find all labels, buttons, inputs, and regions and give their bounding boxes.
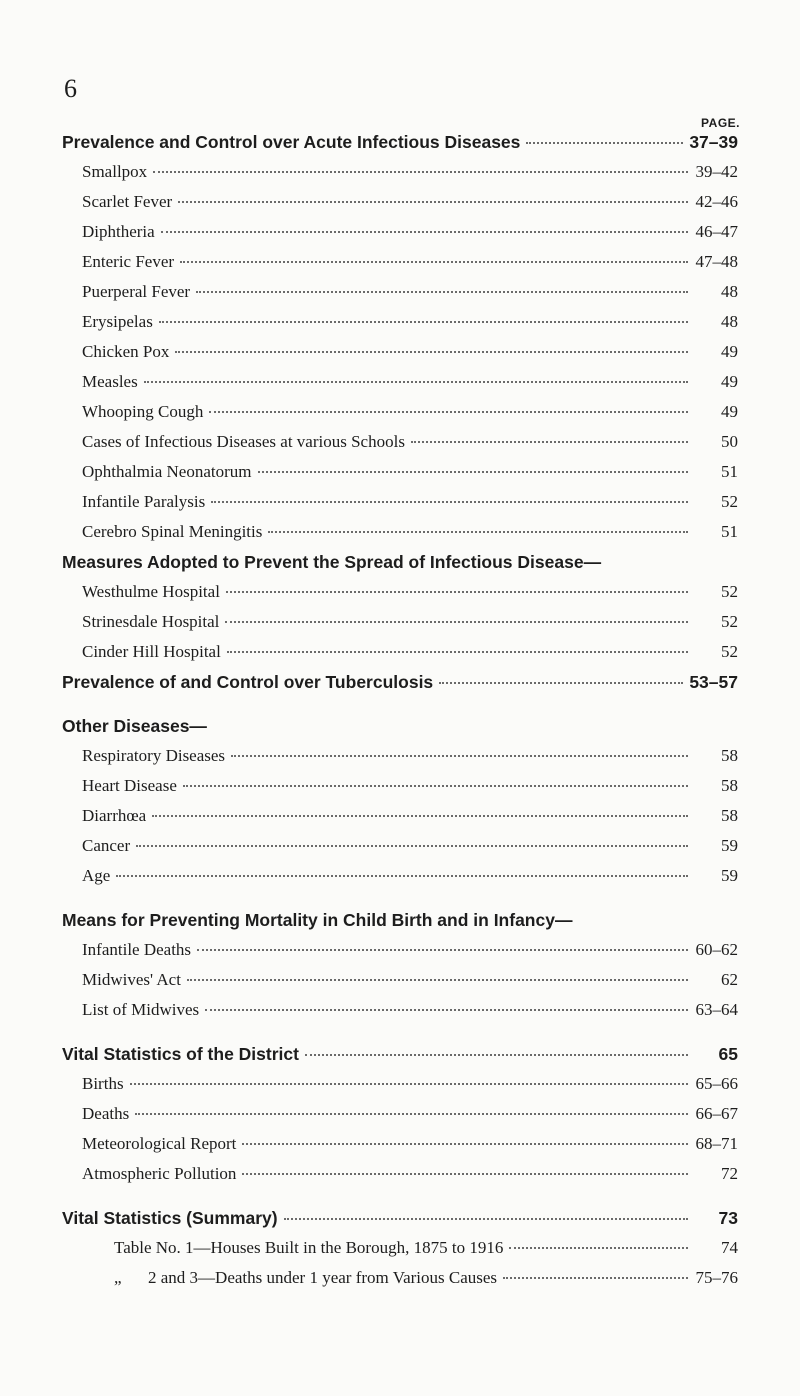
toc-entry-label: Prevalence and Control over Acute Infectious Diseases [62, 132, 521, 152]
toc-entry [62, 582, 738, 612]
dot-leader [411, 441, 688, 443]
toc-entry-page: 46–47 [695, 222, 738, 241]
toc-entry-label: Vital Statistics of the District [62, 1044, 299, 1064]
toc-entry [62, 312, 738, 342]
toc-section-heading [62, 1044, 738, 1074]
toc-entry-page: 52 [721, 492, 738, 511]
toc-entry [62, 192, 738, 222]
toc-entry [62, 1000, 738, 1030]
toc-entry-page: 65 [718, 1044, 738, 1064]
toc-entry-label: Means for Preventing Mortality in Child Birth and in Infancy— [62, 910, 573, 930]
dot-leader [227, 651, 688, 653]
toc-entry-page: 62 [721, 970, 738, 989]
dot-leader [268, 531, 688, 533]
toc-entry [62, 866, 738, 896]
toc-entry-label: Westhulme Hospital [82, 582, 220, 601]
dot-leader [209, 411, 688, 413]
toc-entry-page: 58 [721, 746, 738, 765]
toc-entry-page: 68–71 [695, 1134, 738, 1153]
toc-entry [62, 836, 738, 866]
toc-entry-page: 48 [721, 282, 738, 301]
dot-leader [135, 1113, 688, 1115]
toc-entry [62, 776, 738, 806]
dot-leader [211, 501, 688, 503]
toc-entry [62, 940, 738, 970]
dot-leader [197, 949, 688, 951]
dot-leader [503, 1277, 688, 1279]
toc-entry-label: Atmospheric Pollution [82, 1164, 237, 1183]
toc-entry-page: 51 [721, 462, 738, 481]
toc-entry-label: Puerperal Fever [82, 282, 191, 301]
toc-entry-label: Cinder Hill Hospital [82, 642, 221, 661]
dot-leader [153, 171, 688, 173]
toc-entry-label: Cerebro Spinal Meningitis [82, 522, 263, 541]
dot-leader [161, 231, 688, 233]
toc-entry-label: Ophthalmia Neonatorum [82, 462, 252, 481]
toc-entry [62, 1134, 738, 1164]
toc-entry-page: 52 [721, 612, 738, 631]
dot-leader [305, 1054, 688, 1056]
toc-entry [62, 282, 738, 312]
toc-entry-label: Respiratory Diseases [82, 746, 226, 765]
toc-entry-page: 63–64 [695, 1000, 738, 1019]
toc-entry [62, 642, 738, 672]
table-of-contents [62, 132, 738, 1298]
toc-section-heading [62, 1208, 738, 1238]
toc-entry-page: 52 [721, 642, 738, 661]
ditto-mark: „ [114, 1268, 122, 1287]
toc-entry-label: Births [82, 1074, 124, 1093]
toc-entry-label: Cancer [82, 836, 131, 855]
page-column-header: PAGE. [701, 116, 740, 130]
toc-entry-page: 49 [721, 342, 738, 361]
toc-entry-label: Diarrhœa [82, 806, 147, 825]
toc-section-heading [62, 672, 738, 702]
dot-leader [187, 979, 688, 981]
toc-entry-label: Smallpox [82, 162, 148, 181]
toc-entry [62, 522, 738, 552]
dot-leader [231, 755, 688, 757]
toc-entry-page: 60–62 [695, 940, 738, 959]
dot-leader [136, 845, 688, 847]
dot-leader [196, 291, 688, 293]
toc-entry-page: 72 [721, 1164, 738, 1183]
dot-leader [130, 1083, 688, 1085]
toc-entry [62, 970, 738, 1000]
toc-entry-page: 74 [721, 1238, 738, 1257]
toc-entry [62, 1268, 738, 1298]
toc-entry-label: Infantile Paralysis [82, 492, 206, 511]
toc-entry [62, 806, 738, 836]
dot-leader [439, 682, 683, 684]
toc-entry [62, 162, 738, 192]
toc-entry-page: 37–39 [689, 132, 738, 152]
toc-entry-page: 53–57 [689, 672, 738, 692]
dot-leader [180, 261, 688, 263]
toc-section-heading [62, 910, 738, 940]
dot-leader [205, 1009, 688, 1011]
dot-leader [258, 471, 689, 473]
toc-entry-label: Whooping Cough [82, 402, 204, 421]
toc-entry-label: Meteorological Report [82, 1134, 237, 1153]
toc-entry-page: 73 [718, 1208, 738, 1228]
toc-entry-page: 51 [721, 522, 738, 541]
toc-entry [62, 372, 738, 402]
toc-entry-label: Measures Adopted to Prevent the Spread of Infectious Disease— [62, 552, 602, 572]
toc-section-heading [62, 552, 738, 582]
toc-entry [62, 492, 738, 522]
toc-entry-label: Table No. 1—Houses Built in the Borough, 1875 to 1916 [114, 1238, 504, 1257]
dot-leader [509, 1247, 688, 1249]
toc-entry [62, 1164, 738, 1194]
dot-leader [116, 875, 688, 877]
toc-entry-label: „ 2 and 3—Deaths under 1 year from Various Causes [114, 1268, 498, 1287]
dot-leader [152, 815, 688, 817]
toc-section-heading [62, 132, 738, 162]
toc-section-heading [62, 716, 738, 746]
toc-entry-label: Measles [82, 372, 138, 391]
toc-entry-page: 39–42 [695, 162, 738, 181]
toc-entry-label: Other Diseases— [62, 716, 207, 736]
toc-entry [62, 1104, 738, 1134]
toc-entry-page: 52 [721, 582, 738, 601]
toc-entry-label: Heart Disease [82, 776, 177, 795]
dot-leader [526, 142, 683, 144]
toc-entry [62, 252, 738, 282]
toc-entry-label: Scarlet Fever [82, 192, 173, 211]
toc-entry-page: 48 [721, 312, 738, 331]
dot-leader [225, 621, 688, 623]
toc-entry [62, 746, 738, 776]
page-number: 6 [64, 74, 77, 103]
toc-entry-page: 75–76 [695, 1268, 738, 1287]
toc-entry-page: 42–46 [695, 192, 738, 211]
toc-entry [62, 222, 738, 252]
toc-entry [62, 402, 738, 432]
toc-entry-label: Midwives' Act [82, 970, 181, 989]
toc-entry-label: List of Midwives [82, 1000, 200, 1019]
toc-entry-page: 58 [721, 776, 738, 795]
dot-leader [183, 785, 688, 787]
toc-entry-label: Deaths [82, 1104, 130, 1123]
toc-entry [62, 1238, 738, 1268]
toc-entry-label: Enteric Fever [82, 252, 175, 271]
toc-entry [62, 342, 738, 372]
toc-entry-page: 65–66 [695, 1074, 738, 1093]
dot-leader [144, 381, 688, 383]
toc-entry-page: 66–67 [695, 1104, 738, 1123]
toc-entry-page: 49 [721, 402, 738, 421]
dot-leader [242, 1143, 688, 1145]
toc-entry [62, 1074, 738, 1104]
toc-entry-page: 50 [721, 432, 738, 451]
toc-entry [62, 612, 738, 642]
toc-entry-page: 58 [721, 806, 738, 825]
dot-leader [175, 351, 688, 353]
toc-entry-page: 59 [721, 866, 738, 885]
toc-entry-label: Erysipelas [82, 312, 153, 331]
toc-entry-label: Cases of Infectious Diseases at various Schools [82, 432, 405, 451]
toc-entry [62, 462, 738, 492]
toc-entry-page: 47–48 [695, 252, 738, 271]
dot-leader [284, 1218, 688, 1220]
toc-entry-label: Prevalence of and Control over Tuberculosis [62, 672, 434, 692]
toc-entry-label: Chicken Pox [82, 342, 170, 361]
dot-leader [226, 591, 688, 593]
toc-entry-label: Infantile Deaths [82, 940, 192, 959]
dot-leader [159, 321, 688, 323]
toc-entry-page: 49 [721, 372, 738, 391]
toc-entry-page: 59 [721, 836, 738, 855]
toc-entry-label: Diphtheria [82, 222, 155, 241]
toc-entry-label: Age [82, 866, 111, 885]
toc-entry-label: Strinesdale Hospital [82, 612, 220, 631]
toc-entry [62, 432, 738, 462]
dot-leader [178, 201, 688, 203]
toc-entry-label: Vital Statistics (Summary) [62, 1208, 278, 1228]
dot-leader [242, 1173, 688, 1175]
